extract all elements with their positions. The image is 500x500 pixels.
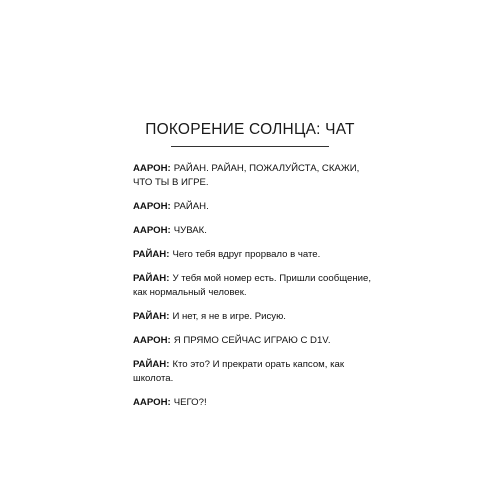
chat-message xyxy=(133,396,373,410)
speaker-name: РАЙАН: xyxy=(133,311,170,322)
speaker-name: РАЙАН: xyxy=(133,273,170,284)
chat-message xyxy=(133,334,373,348)
page-title: ПОКОРЕНИЕ СОЛНЦА: ЧАТ xyxy=(145,121,355,138)
message-text: ЧЕГО?! xyxy=(173,397,207,408)
speaker-name: РАЙАН: xyxy=(133,249,170,260)
message-text: РАЙАН. РАЙАН, ПОЖАЛУЙСТА, СКАЖИ, ЧТО ТЫ В ИГРЕ. xyxy=(133,163,360,188)
message-text: Чего тебя вдруг прорвало в чате. xyxy=(172,249,321,260)
chat-message xyxy=(133,358,373,386)
chat-message xyxy=(133,224,373,238)
chat-message xyxy=(133,162,373,190)
message-text: И нет, я не в игре. Рисую. xyxy=(172,311,286,322)
speaker-name: ААРОН: xyxy=(133,163,171,174)
chat-message xyxy=(133,200,373,214)
message-text: Я ПРЯМО СЕЙЧАС ИГРАЮ С D1V. xyxy=(173,335,331,346)
chat-log xyxy=(133,162,373,420)
message-text: Кто это? И прекрати орать капсом, как школота. xyxy=(133,359,345,384)
speaker-name: РАЙАН: xyxy=(133,359,170,370)
speaker-name: ААРОН: xyxy=(133,397,171,408)
message-text: РАЙАН. xyxy=(173,201,209,212)
speaker-name: ААРОН: xyxy=(133,225,171,236)
chat-message xyxy=(133,248,373,262)
message-text: У тебя мой номер есть. Пришли сообщение, как нормальный человек. xyxy=(133,273,371,298)
title-underline xyxy=(171,146,329,147)
chat-message xyxy=(133,310,373,324)
speaker-name: ААРОН: xyxy=(133,201,171,212)
chat-message xyxy=(133,272,373,300)
message-text: ЧУВАК. xyxy=(173,225,207,236)
speaker-name: ААРОН: xyxy=(133,335,171,346)
